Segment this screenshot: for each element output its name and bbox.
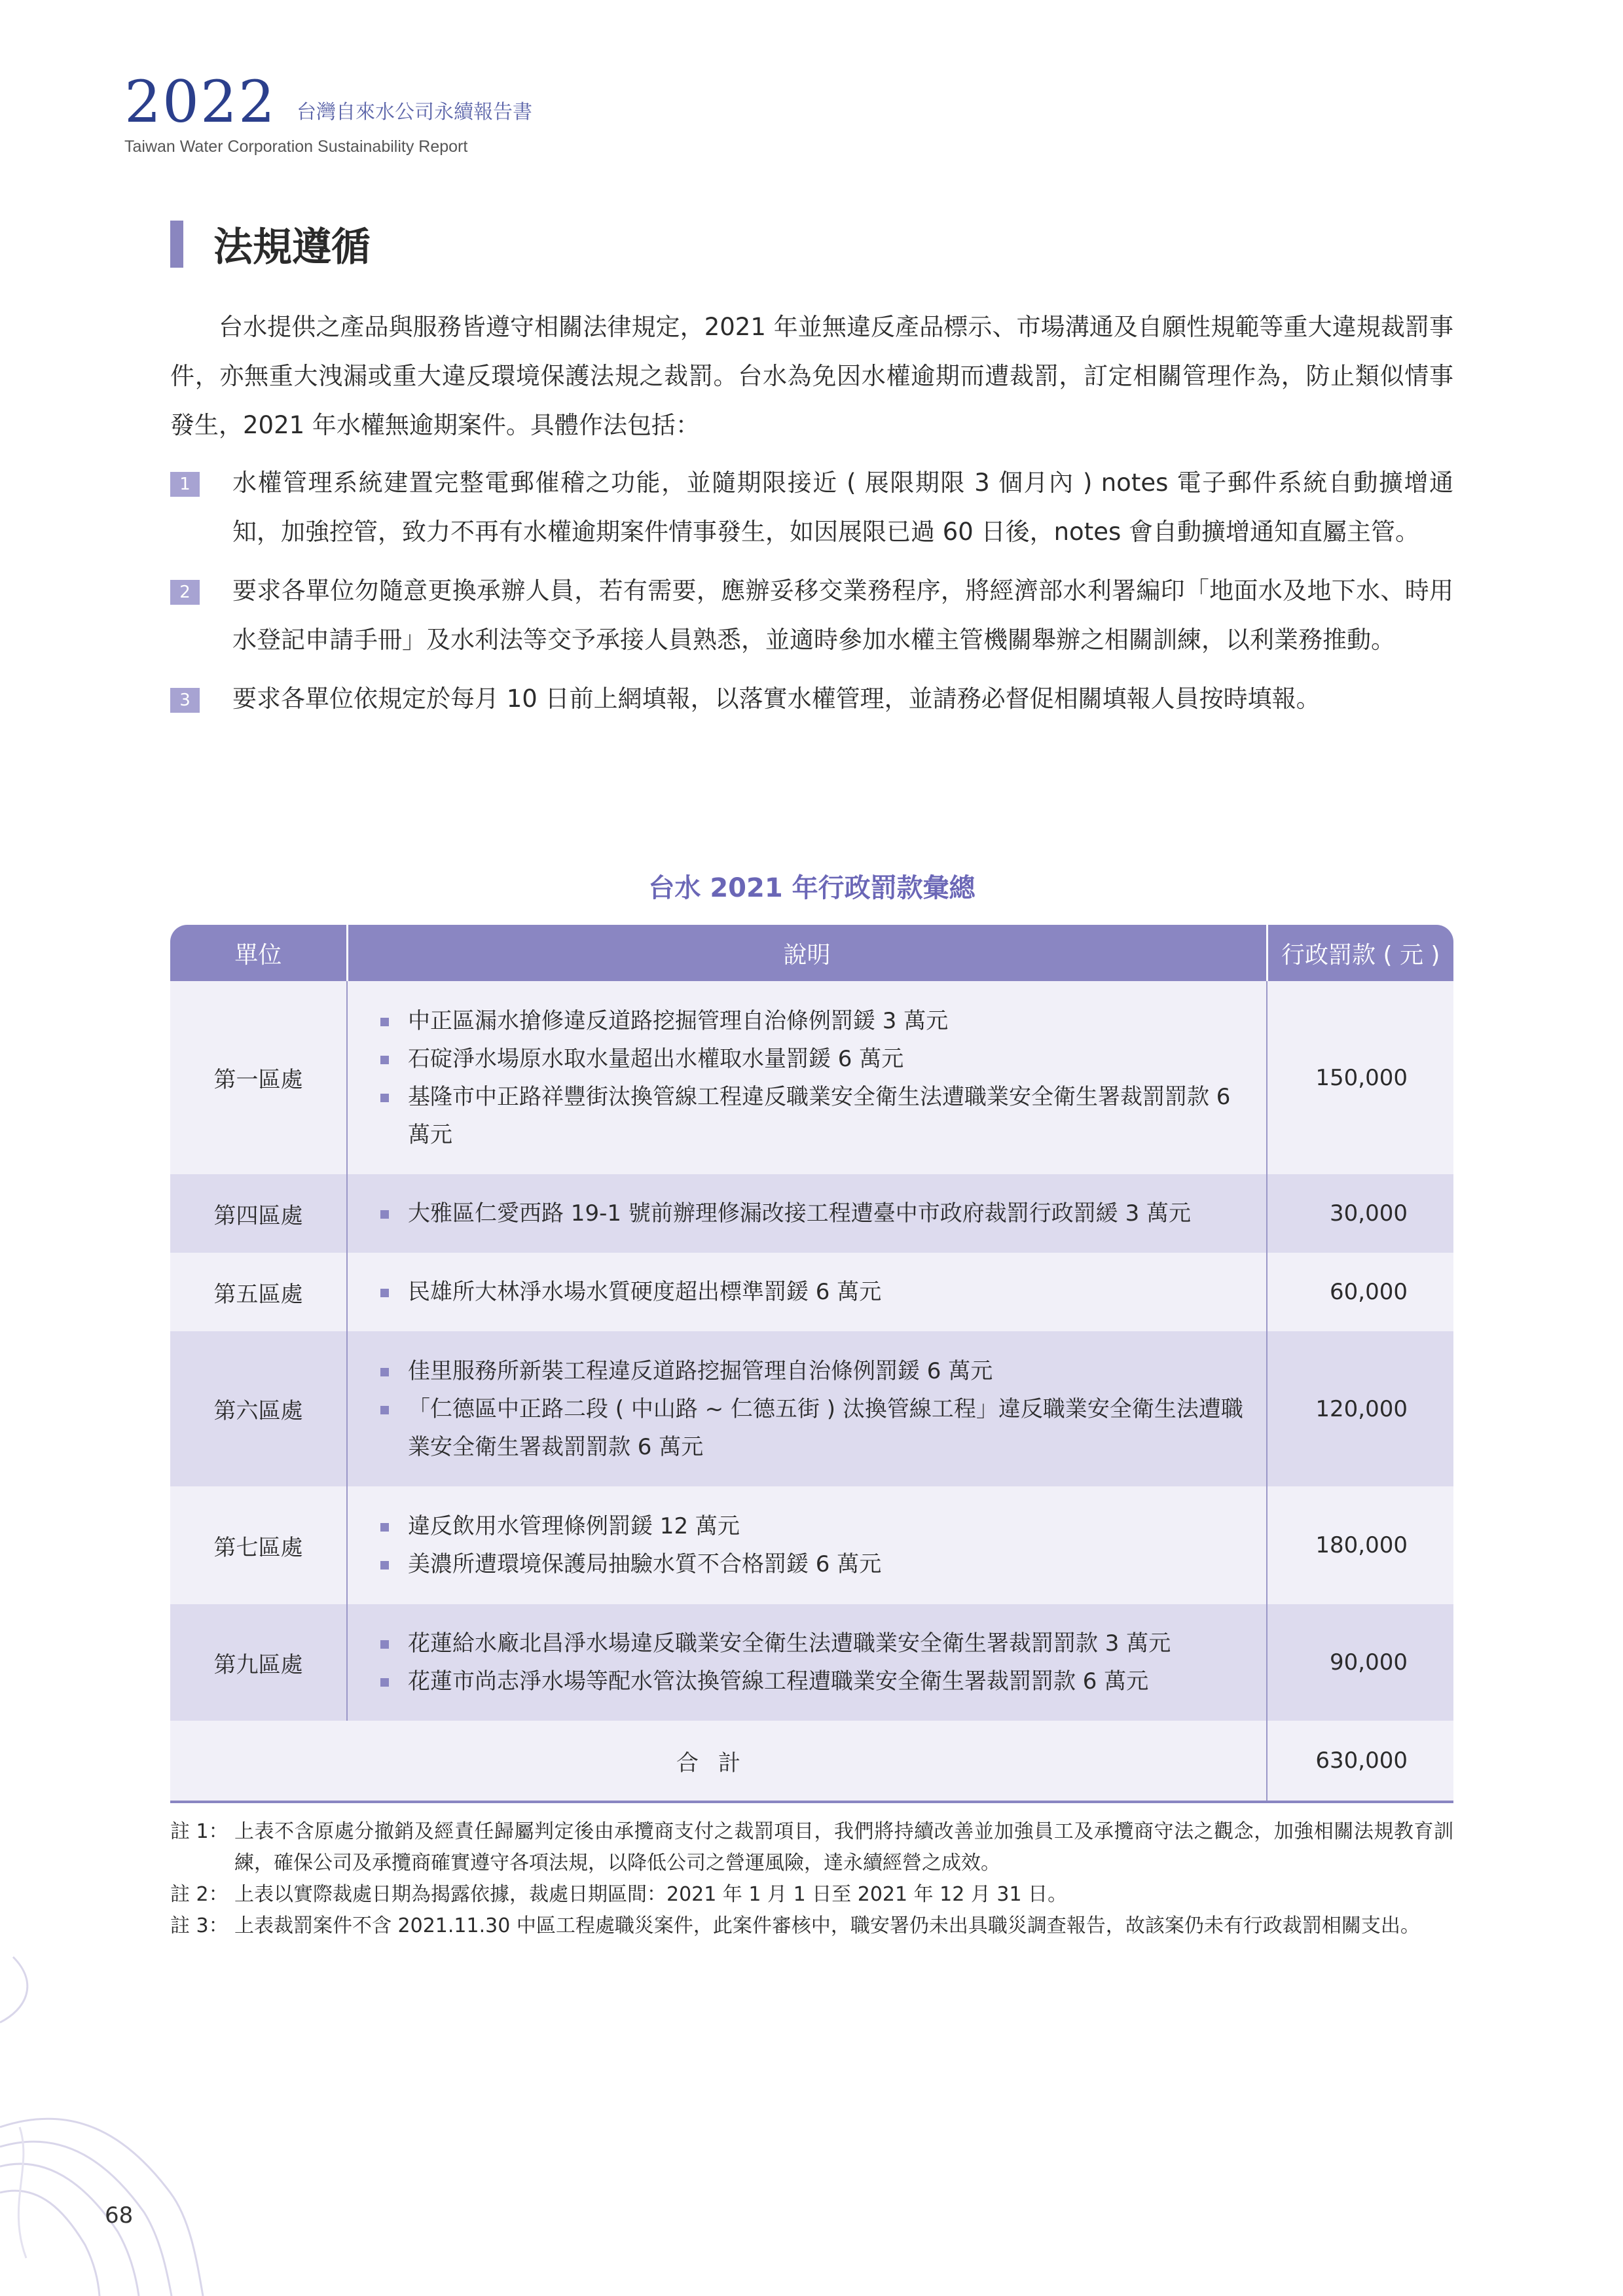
section-title: 法規遵循	[213, 224, 371, 270]
cell-description	[347, 1604, 1267, 1721]
table-row	[170, 1331, 1453, 1486]
description-bullet: 大雅區仁愛西路 19-1 號前辦理修漏改接工程遭臺中市政府裁罰行政罰緩 3 萬元	[380, 1194, 1253, 1232]
table-row	[170, 1486, 1453, 1604]
table-row	[170, 1604, 1453, 1721]
section-heading	[170, 216, 371, 272]
item-number-badge: 3	[170, 688, 200, 713]
column-header-amount: 行政罰款 ( 元 )	[1267, 925, 1453, 981]
note-label: 註 1：	[170, 1820, 228, 1843]
measure-item	[170, 458, 1453, 556]
cell-unit: 第六區處	[170, 1331, 347, 1486]
penalty-table	[170, 925, 1453, 1803]
cell-description	[347, 1174, 1267, 1253]
measures-list	[170, 458, 1453, 733]
report-title-en: Taiwan Water Corporation Sustainability Report	[124, 137, 468, 156]
item-number-badge: 2	[170, 580, 200, 605]
cell-unit: 第一區處	[170, 981, 347, 1174]
cell-unit: 第七區處	[170, 1486, 347, 1604]
measure-item	[170, 566, 1453, 664]
measure-item	[170, 674, 1453, 723]
table-row	[170, 981, 1453, 1174]
report-title-zh: 台灣自來水公司永續報告書	[297, 101, 533, 124]
note-label: 註 2：	[170, 1883, 228, 1906]
note-text: 上表裁罰案件不含 2021.11.30 中區工程處職災案件，此案件審核中，職安署仍未出具職災調查報告，故該案仍未有行政裁罰相關支出。	[234, 1914, 1420, 1937]
cell-description	[347, 1253, 1267, 1331]
item-text: 水權管理系統建置完整電郵催稽之功能，並隨期限接近 ( 展限期限 3 個月內 ) notes 電子郵件系統自動擴增通知，加強控管，致力不再有水權逾期案件情事發生，如因展限已過 60 日後，notes 會自動擴增通知直屬主管。	[232, 469, 1453, 546]
note-text: 上表不含原處分撤銷及經責任歸屬判定後由承攬商支付之裁罰項目，我們將持續改善並加強員工及承攬商守法之觀念，加強相關法規教育訓練，確保公司及承攬商確實遵守各項法規，以降低公司之營運風險，達永續經營之成效。	[234, 1820, 1453, 1874]
page-number: 68	[105, 2202, 134, 2229]
cell-description	[347, 1331, 1267, 1486]
description-bullet: 花蓮市尚志淨水場等配水管汰換管線工程遭職業安全衛生署裁罰罰款 6 萬元	[380, 1662, 1253, 1700]
cell-amount: 180,000	[1267, 1486, 1453, 1604]
table-notes	[170, 1816, 1453, 1942]
report-year: 2022	[124, 68, 276, 135]
note-item	[170, 1816, 1453, 1879]
description-bullet: 花蓮給水廠北昌淨水場違反職業安全衛生法遭職業安全衛生署裁罰罰款 3 萬元	[380, 1624, 1253, 1662]
cell-unit: 第五區處	[170, 1253, 347, 1331]
description-bullet: 「仁德區中正路二段 ( 中山路 ~ 仁德五街 ) 汰換管線工程」違反職業安全衛生法遭職業安全衛生署裁罰罰款 6 萬元	[380, 1390, 1253, 1466]
description-bullet: 石碇淨水場原水取水量超出水權取水量罰鍰 6 萬元	[380, 1040, 1253, 1078]
cell-amount: 150,000	[1267, 981, 1453, 1174]
description-bullet: 民雄所大林淨水場水質硬度超出標準罰鍰 6 萬元	[380, 1273, 1253, 1311]
column-header-description: 說明	[347, 925, 1267, 981]
total-amount: 630,000	[1267, 1721, 1453, 1802]
cell-description	[347, 1486, 1267, 1604]
cell-amount: 90,000	[1267, 1604, 1453, 1721]
cell-amount: 60,000	[1267, 1253, 1453, 1331]
table-title: 台水 2021 年行政罰款彙總	[648, 873, 976, 903]
description-bullet: 佳里服務所新裝工程違反道路挖掘管理自治條例罰鍰 6 萬元	[380, 1352, 1253, 1390]
note-item	[170, 1910, 1453, 1942]
total-label: 合計	[170, 1721, 1267, 1802]
column-header-unit: 單位	[170, 925, 347, 981]
cell-unit: 第四區處	[170, 1174, 347, 1253]
note-text: 上表以實際裁處日期為揭露依據，裁處日期區間：2021 年 1 月 1 日至 2021 年 12 月 31 日。	[234, 1883, 1068, 1906]
description-bullet: 中正區漏水搶修違反道路挖掘管理自治條例罰鍰 3 萬元	[380, 1002, 1253, 1040]
table-row	[170, 1253, 1453, 1331]
item-text: 要求各單位依規定於每月 10 日前上網填報，以落實水權管理，並請務必督促相關填報人員按時填報。	[232, 685, 1321, 713]
section-title-bar	[170, 221, 183, 268]
item-number-badge: 1	[170, 472, 200, 497]
cell-amount: 30,000	[1267, 1174, 1453, 1253]
intro-paragraph: 台水提供之產品與服務皆遵守相關法律規定，2021 年並無違反產品標示、市場溝通及自願性規範等重大違規裁罰事件，亦無重大洩漏或重大違反環境保護法規之裁罰。台水為免因水權逾期而遭裁罰，訂定相關管理作為，防止類似情事發生，2021 年水權無逾期案件。具體作法包括：	[170, 313, 1453, 439]
cell-description	[347, 981, 1267, 1174]
table-total-row	[170, 1721, 1453, 1802]
note-label: 註 3：	[170, 1914, 228, 1937]
description-bullet: 基隆市中正路祥豐街汰換管線工程違反職業安全衛生法遭職業安全衛生署裁罰罰款 6 萬元	[380, 1078, 1253, 1154]
item-text: 要求各單位勿隨意更換承辦人員，若有需要，應辦妥移交業務程序，將經濟部水利署編印「地面水及地下水、時用水登記申請手冊」及水利法等交予承接人員熟悉，並適時參加水權主管機關舉辦之相關訓練，以利業務推動。	[232, 577, 1453, 654]
description-bullet: 美濃所遭環境保護局抽驗水質不合格罰鍰 6 萬元	[380, 1545, 1253, 1583]
table-row	[170, 1174, 1453, 1253]
cell-amount: 120,000	[1267, 1331, 1453, 1486]
decorative-wave-lines	[0, 1931, 210, 2296]
cell-unit: 第九區處	[170, 1604, 347, 1721]
description-bullet: 違反飲用水管理條例罰鍰 12 萬元	[380, 1507, 1253, 1545]
note-item	[170, 1879, 1453, 1910]
report-header	[124, 68, 533, 156]
table-header-row	[170, 925, 1453, 981]
